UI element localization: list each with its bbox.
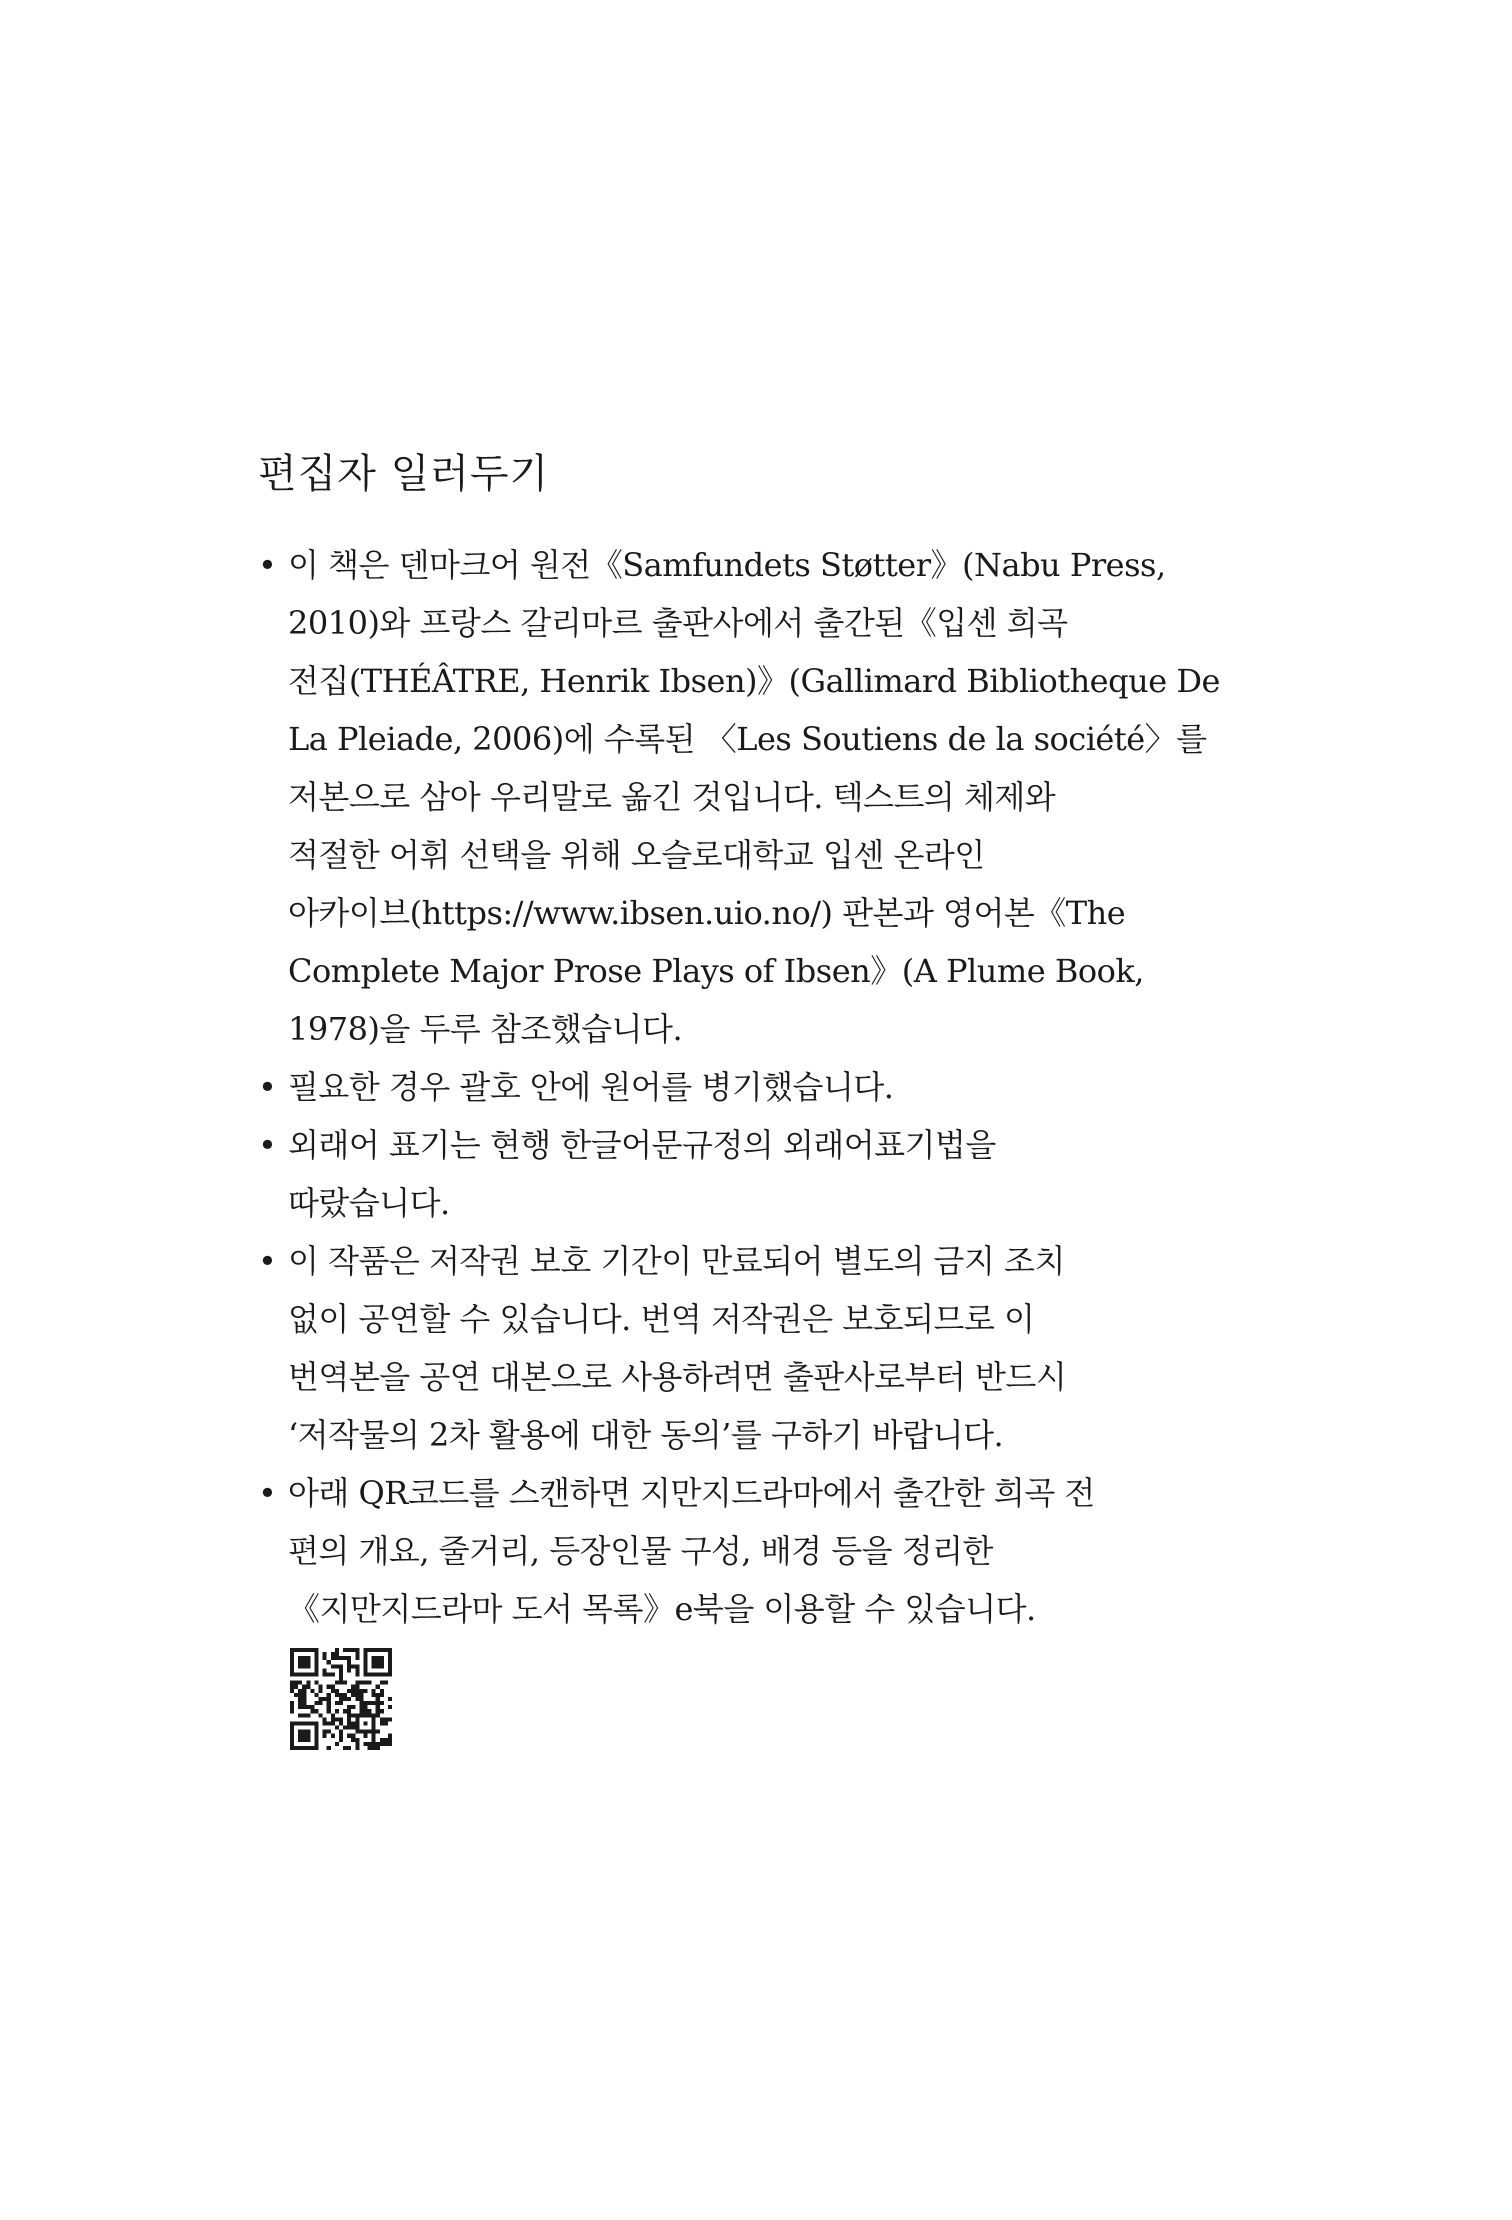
bullet-icon: •	[258, 546, 277, 584]
text-line: 번역본을 공연 대본으로 사용하려면 출판사로부터 반드시	[288, 1358, 1067, 1396]
bullet-icon: •	[258, 1474, 277, 1512]
list-item	[258, 536, 1220, 1058]
list-item	[258, 1116, 1198, 1232]
text-line: 2010)와 프랑스 갈리마르 출판사에서 출간된《입센 희곡	[288, 604, 1068, 642]
text-line: 《지만지드라마 도서 목록》e북을 이용할 수 있습니다.	[288, 1590, 1036, 1628]
editor-notes-list	[258, 536, 1220, 1638]
bullet-icon: •	[258, 1242, 277, 1280]
text-line: 적절한 어휘 선택을 위해 오슬로대학교 입센 온라인	[288, 836, 985, 874]
list-item	[258, 1232, 1198, 1464]
text-line: ‘저작물의 2차 활용에 대한 동의’를 구하기 바랍니다.	[288, 1416, 1004, 1454]
text-line: 전집(THÉÂTRE, Henrik Ibsen)》(Gallimard Bibliotheque De	[288, 662, 1220, 700]
note-text	[288, 1116, 1198, 1232]
text-line: 아카이브(https://www.ibsen.uio.no/) 판본과 영어본《The	[288, 894, 1126, 932]
note-text	[288, 1232, 1198, 1464]
text-line: Complete Major Prose Plays of Ibsen》(A Plume Book,	[288, 952, 1144, 990]
text-line: 필요한 경우 괄호 안에 원어를 병기했습니다.	[288, 1068, 894, 1106]
bullet-icon: •	[258, 1068, 277, 1106]
text-line: 없이 공연할 수 있습니다. 번역 저작권은 보호되므로 이	[288, 1300, 1035, 1338]
text-line: 이 작품은 저작권 보호 기간이 만료되어 별도의 금지 조치	[288, 1242, 1065, 1280]
text-line: 편의 개요, 줄거리, 등장인물 구성, 배경 등을 정리한	[288, 1532, 993, 1570]
text-line: La Pleiade, 2006)에 수록된 〈Les Soutiens de la société〉를	[288, 720, 1207, 758]
page-title: 편집자 일러두기	[258, 451, 550, 497]
bullet-icon: •	[258, 1126, 277, 1164]
text-line: 저본으로 삼아 우리말로 옮긴 것입니다. 텍스트의 체제와	[288, 778, 1056, 816]
text-line: 아래 QR코드를 스캔하면 지만지드라마에서 출간한 희곡 전	[288, 1474, 1095, 1512]
list-item	[258, 1464, 1198, 1638]
note-text	[288, 1464, 1198, 1638]
note-text	[288, 536, 1220, 1058]
text-line: 따랐습니다.	[288, 1184, 450, 1222]
list-item	[258, 1058, 1198, 1116]
text-line: 1978)을 두루 참조했습니다.	[288, 1010, 683, 1048]
note-text	[288, 1058, 1198, 1116]
text-line: 외래어 표기는 현행 한글어문규정의 외래어표기법을	[288, 1126, 996, 1164]
text-line: 이 책은 덴마크어 원전《Samfundets Støtter》(Nabu Press,	[288, 546, 1166, 584]
qr-code-icon[interactable]	[290, 1648, 392, 1750]
